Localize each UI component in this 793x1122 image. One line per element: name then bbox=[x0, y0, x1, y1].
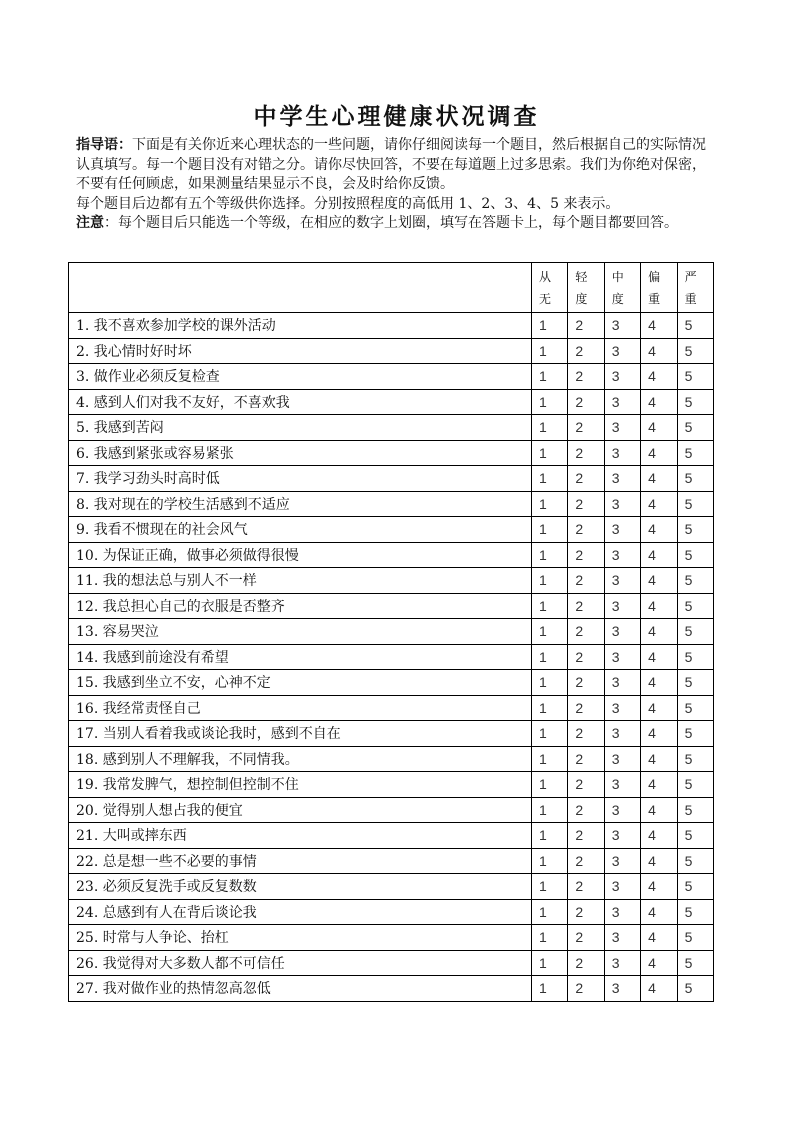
rating-option-2[interactable]: 2 bbox=[568, 542, 604, 568]
rating-option-1[interactable]: 1 bbox=[532, 644, 568, 670]
rating-option-1[interactable]: 1 bbox=[532, 542, 568, 568]
rating-option-4[interactable]: 4 bbox=[641, 313, 677, 339]
column-header-line2: 重 bbox=[684, 291, 697, 306]
rating-option-4[interactable]: 4 bbox=[641, 466, 677, 492]
column-header-line1: 偏 bbox=[648, 269, 661, 284]
rating-option-2[interactable]: 2 bbox=[568, 976, 604, 1002]
rating-option-3[interactable]: 3 bbox=[604, 797, 640, 823]
rating-option-1[interactable]: 1 bbox=[532, 517, 568, 543]
question-row bbox=[69, 491, 714, 517]
rating-option-2[interactable]: 2 bbox=[568, 619, 604, 645]
rating-option-2[interactable]: 2 bbox=[568, 823, 604, 849]
rating-option-4[interactable]: 4 bbox=[641, 593, 677, 619]
rating-option-3[interactable]: 3 bbox=[604, 440, 640, 466]
rating-option-2[interactable]: 2 bbox=[568, 772, 604, 798]
rating-option-1[interactable]: 1 bbox=[532, 976, 568, 1002]
rating-option-3[interactable]: 3 bbox=[604, 415, 640, 441]
rating-option-3[interactable]: 3 bbox=[604, 772, 640, 798]
rating-option-1[interactable]: 1 bbox=[532, 721, 568, 747]
question-text: 27. 我对做作业的热情忽高忽低 bbox=[69, 976, 532, 1002]
question-row bbox=[69, 593, 714, 619]
question-row bbox=[69, 772, 714, 798]
survey-table bbox=[68, 262, 714, 1002]
question-text: 16. 我经常责怪自己 bbox=[69, 695, 532, 721]
rating-option-3[interactable]: 3 bbox=[604, 568, 640, 594]
column-header bbox=[641, 263, 677, 313]
rating-option-2[interactable]: 2 bbox=[568, 848, 604, 874]
rating-option-5[interactable]: 5 bbox=[677, 848, 713, 874]
question-text: 12. 我总担心自己的衣服是否整齐 bbox=[69, 593, 532, 619]
rating-option-5[interactable]: 5 bbox=[677, 542, 713, 568]
rating-option-4[interactable]: 4 bbox=[641, 848, 677, 874]
rating-option-5[interactable]: 5 bbox=[677, 389, 713, 415]
rating-option-2[interactable]: 2 bbox=[568, 695, 604, 721]
rating-option-2[interactable]: 2 bbox=[568, 517, 604, 543]
question-row bbox=[69, 517, 714, 543]
question-text: 5. 我感到苦闷 bbox=[69, 415, 532, 441]
rating-option-5[interactable]: 5 bbox=[677, 491, 713, 517]
question-text: 22. 总是想一些不必要的事情 bbox=[69, 848, 532, 874]
column-header bbox=[532, 263, 568, 313]
rating-option-5[interactable]: 5 bbox=[677, 517, 713, 543]
rating-option-3[interactable]: 3 bbox=[604, 695, 640, 721]
rating-option-4[interactable]: 4 bbox=[641, 491, 677, 517]
rating-option-5[interactable]: 5 bbox=[677, 976, 713, 1002]
rating-option-2[interactable]: 2 bbox=[568, 389, 604, 415]
rating-option-2[interactable]: 2 bbox=[568, 644, 604, 670]
rating-option-4[interactable]: 4 bbox=[641, 976, 677, 1002]
rating-option-2[interactable]: 2 bbox=[568, 950, 604, 976]
question-text: 11. 我的想法总与别人不一样 bbox=[69, 568, 532, 594]
rating-option-1[interactable]: 1 bbox=[532, 746, 568, 772]
rating-option-5[interactable]: 5 bbox=[677, 695, 713, 721]
question-text: 26. 我觉得对大多数人都不可信任 bbox=[69, 950, 532, 976]
rating-option-4[interactable]: 4 bbox=[641, 746, 677, 772]
column-header-line1: 从 bbox=[539, 269, 552, 284]
rating-option-3[interactable]: 3 bbox=[604, 491, 640, 517]
question-row bbox=[69, 415, 714, 441]
rating-option-4[interactable]: 4 bbox=[641, 925, 677, 951]
rating-option-5[interactable]: 5 bbox=[677, 670, 713, 696]
rating-option-5[interactable]: 5 bbox=[677, 874, 713, 900]
rating-option-4[interactable]: 4 bbox=[641, 670, 677, 696]
rating-option-5[interactable]: 5 bbox=[677, 772, 713, 798]
rating-option-1[interactable]: 1 bbox=[532, 593, 568, 619]
rating-option-3[interactable]: 3 bbox=[604, 389, 640, 415]
rating-option-3[interactable]: 3 bbox=[604, 542, 640, 568]
question-text: 7. 我学习劲头时高时低 bbox=[69, 466, 532, 492]
question-text: 17. 当别人看着我或谈论我时，感到不自在 bbox=[69, 721, 532, 747]
note-text: ：每个题目后只能选一个等级，在相应的数字上划圈，填写在答题卡上，每个题目都要回答。 bbox=[104, 215, 678, 231]
rating-option-4[interactable]: 4 bbox=[641, 364, 677, 390]
rating-option-3[interactable]: 3 bbox=[604, 874, 640, 900]
rating-option-2[interactable]: 2 bbox=[568, 593, 604, 619]
rating-option-2[interactable]: 2 bbox=[568, 415, 604, 441]
rating-option-1[interactable]: 1 bbox=[532, 695, 568, 721]
rating-option-4[interactable]: 4 bbox=[641, 338, 677, 364]
rating-option-2[interactable]: 2 bbox=[568, 568, 604, 594]
column-header-line2: 重 bbox=[648, 291, 661, 306]
rating-option-5[interactable]: 5 bbox=[677, 364, 713, 390]
rating-option-3[interactable]: 3 bbox=[604, 721, 640, 747]
rating-option-2[interactable]: 2 bbox=[568, 364, 604, 390]
question-row bbox=[69, 542, 714, 568]
rating-option-1[interactable]: 1 bbox=[532, 440, 568, 466]
rating-option-4[interactable]: 4 bbox=[641, 950, 677, 976]
question-text: 24. 总感到有人在背后谈论我 bbox=[69, 899, 532, 925]
rating-option-2[interactable]: 2 bbox=[568, 466, 604, 492]
question-text: 8. 我对现在的学校生活感到不适应 bbox=[69, 491, 532, 517]
question-row bbox=[69, 466, 714, 492]
rating-option-5[interactable]: 5 bbox=[677, 746, 713, 772]
rating-option-5[interactable]: 5 bbox=[677, 644, 713, 670]
question-row bbox=[69, 440, 714, 466]
rating-option-2[interactable]: 2 bbox=[568, 338, 604, 364]
rating-option-5[interactable]: 5 bbox=[677, 338, 713, 364]
question-text: 9. 我看不惯现在的社会风气 bbox=[69, 517, 532, 543]
rating-option-5[interactable]: 5 bbox=[677, 823, 713, 849]
question-text: 25. 时常与人争论、抬杠 bbox=[69, 925, 532, 951]
rating-option-4[interactable]: 4 bbox=[641, 568, 677, 594]
question-text: 2. 我心情时好时坏 bbox=[69, 338, 532, 364]
page-title: 中学生心理健康状况调查 bbox=[253, 103, 540, 130]
rating-option-5[interactable]: 5 bbox=[677, 950, 713, 976]
question-row bbox=[69, 797, 714, 823]
question-text: 1. 我不喜欢参加学校的课外活动 bbox=[69, 313, 532, 339]
question-row bbox=[69, 670, 714, 696]
rating-option-1[interactable]: 1 bbox=[532, 619, 568, 645]
guide-paragraph bbox=[76, 136, 718, 195]
rating-option-1[interactable]: 1 bbox=[532, 925, 568, 951]
rating-option-2[interactable]: 2 bbox=[568, 313, 604, 339]
rating-option-3[interactable]: 3 bbox=[604, 899, 640, 925]
question-row bbox=[69, 925, 714, 951]
rating-option-4[interactable]: 4 bbox=[641, 415, 677, 441]
rating-option-4[interactable]: 4 bbox=[641, 440, 677, 466]
rating-option-1[interactable]: 1 bbox=[532, 466, 568, 492]
rating-option-3[interactable]: 3 bbox=[604, 593, 640, 619]
item-header-cell bbox=[69, 263, 532, 313]
question-text: 19. 我常发脾气，想控制但控制不住 bbox=[69, 772, 532, 798]
question-text: 10. 为保证正确，做事必须做得很慢 bbox=[69, 542, 532, 568]
question-row bbox=[69, 313, 714, 339]
question-row bbox=[69, 874, 714, 900]
rating-option-4[interactable]: 4 bbox=[641, 874, 677, 900]
rating-option-1[interactable]: 1 bbox=[532, 874, 568, 900]
guide-text: 下面是有关你近来心理状态的一些问题，请你仔细阅读每一个题目，然后根据自己的实际情况认真填写。每一个题目没有对错之分。请你尽快回答，不要在每道题上过多思索。我们为你绝对保密，不要有任何顾虑，如果测量结果显示不良，会及时给你反馈。 bbox=[76, 137, 706, 192]
question-text: 18. 感到别人不理解我，不同情我。 bbox=[69, 746, 532, 772]
question-row bbox=[69, 568, 714, 594]
rating-option-3[interactable]: 3 bbox=[604, 925, 640, 951]
question-row bbox=[69, 695, 714, 721]
rating-option-3[interactable]: 3 bbox=[604, 364, 640, 390]
rating-option-4[interactable]: 4 bbox=[641, 899, 677, 925]
rating-option-1[interactable]: 1 bbox=[532, 491, 568, 517]
rating-option-4[interactable]: 4 bbox=[641, 823, 677, 849]
rating-option-1[interactable]: 1 bbox=[532, 313, 568, 339]
rating-option-1[interactable]: 1 bbox=[532, 389, 568, 415]
rating-option-3[interactable]: 3 bbox=[604, 670, 640, 696]
rating-option-2[interactable]: 2 bbox=[568, 746, 604, 772]
rating-option-5[interactable]: 5 bbox=[677, 466, 713, 492]
rating-option-4[interactable]: 4 bbox=[641, 772, 677, 798]
column-header-line1: 中 bbox=[611, 269, 624, 284]
rating-option-5[interactable]: 5 bbox=[677, 313, 713, 339]
question-text: 23. 必须反复洗手或反复数数 bbox=[69, 874, 532, 900]
question-row bbox=[69, 721, 714, 747]
rating-option-1[interactable]: 1 bbox=[532, 364, 568, 390]
question-text: 13. 容易哭泣 bbox=[69, 619, 532, 645]
column-header-line2: 度 bbox=[575, 291, 588, 306]
rating-option-3[interactable]: 3 bbox=[604, 313, 640, 339]
rating-option-5[interactable]: 5 bbox=[677, 797, 713, 823]
rating-option-3[interactable]: 3 bbox=[604, 746, 640, 772]
rating-option-5[interactable]: 5 bbox=[677, 899, 713, 925]
rating-option-2[interactable]: 2 bbox=[568, 874, 604, 900]
rating-option-5[interactable]: 5 bbox=[677, 568, 713, 594]
question-row bbox=[69, 746, 714, 772]
rating-option-2[interactable]: 2 bbox=[568, 721, 604, 747]
header-row bbox=[69, 263, 714, 313]
question-text: 20. 觉得别人想占我的便宜 bbox=[69, 797, 532, 823]
column-header-line2: 度 bbox=[611, 291, 624, 306]
rating-option-1[interactable]: 1 bbox=[532, 772, 568, 798]
instructions bbox=[76, 136, 718, 234]
scale-paragraph: 每个题目后边都有五个等级供你选择。分别按照程度的高低用 1、2、3、4、5 来表示。 bbox=[76, 195, 620, 212]
rating-option-1[interactable]: 1 bbox=[532, 338, 568, 364]
rating-option-5[interactable]: 5 bbox=[677, 925, 713, 951]
question-text: 15. 我感到坐立不安，心神不定 bbox=[69, 670, 532, 696]
question-text: 3. 做作业必须反复检查 bbox=[69, 364, 532, 390]
rating-option-4[interactable]: 4 bbox=[641, 644, 677, 670]
rating-option-5[interactable]: 5 bbox=[677, 415, 713, 441]
question-row bbox=[69, 823, 714, 849]
rating-option-1[interactable]: 1 bbox=[532, 797, 568, 823]
rating-option-2[interactable]: 2 bbox=[568, 670, 604, 696]
rating-option-1[interactable]: 1 bbox=[532, 415, 568, 441]
rating-option-3[interactable]: 3 bbox=[604, 950, 640, 976]
question-text: 4. 感到人们对我不友好，不喜欢我 bbox=[69, 389, 532, 415]
rating-option-5[interactable]: 5 bbox=[677, 721, 713, 747]
question-text: 21. 大叫或摔东西 bbox=[69, 823, 532, 849]
rating-option-4[interactable]: 4 bbox=[641, 517, 677, 543]
column-header-line1: 严 bbox=[684, 269, 697, 284]
rating-option-3[interactable]: 3 bbox=[604, 338, 640, 364]
rating-option-4[interactable]: 4 bbox=[641, 721, 677, 747]
question-row bbox=[69, 976, 714, 1002]
rating-option-3[interactable]: 3 bbox=[604, 517, 640, 543]
rating-option-1[interactable]: 1 bbox=[532, 670, 568, 696]
column-header-line2: 无 bbox=[539, 291, 552, 306]
rating-option-3[interactable]: 3 bbox=[604, 848, 640, 874]
rating-option-1[interactable]: 1 bbox=[532, 848, 568, 874]
rating-option-2[interactable]: 2 bbox=[568, 797, 604, 823]
rating-option-5[interactable]: 5 bbox=[677, 619, 713, 645]
question-row bbox=[69, 848, 714, 874]
rating-option-2[interactable]: 2 bbox=[568, 899, 604, 925]
column-header bbox=[604, 263, 640, 313]
question-text: 6. 我感到紧张或容易紧张 bbox=[69, 440, 532, 466]
question-row bbox=[69, 644, 714, 670]
rating-option-3[interactable]: 3 bbox=[604, 619, 640, 645]
rating-option-3[interactable]: 3 bbox=[604, 466, 640, 492]
rating-option-1[interactable]: 1 bbox=[532, 950, 568, 976]
note-paragraph bbox=[76, 214, 718, 234]
rating-option-5[interactable]: 5 bbox=[677, 440, 713, 466]
rating-option-3[interactable]: 3 bbox=[604, 644, 640, 670]
question-row bbox=[69, 899, 714, 925]
rating-option-3[interactable]: 3 bbox=[604, 976, 640, 1002]
rating-option-1[interactable]: 1 bbox=[532, 568, 568, 594]
rating-option-4[interactable]: 4 bbox=[641, 389, 677, 415]
rating-option-3[interactable]: 3 bbox=[604, 823, 640, 849]
rating-option-4[interactable]: 4 bbox=[641, 695, 677, 721]
question-row bbox=[69, 364, 714, 390]
column-header-line1: 轻 bbox=[575, 269, 588, 284]
rating-option-4[interactable]: 4 bbox=[641, 619, 677, 645]
question-row bbox=[69, 389, 714, 415]
rating-option-2[interactable]: 2 bbox=[568, 925, 604, 951]
question-text: 14. 我感到前途没有希望 bbox=[69, 644, 532, 670]
note-label: 注意 bbox=[76, 215, 104, 231]
question-row bbox=[69, 338, 714, 364]
rating-option-1[interactable]: 1 bbox=[532, 899, 568, 925]
question-row bbox=[69, 619, 714, 645]
rating-option-2[interactable]: 2 bbox=[568, 491, 604, 517]
column-header bbox=[677, 263, 713, 313]
column-header bbox=[568, 263, 604, 313]
rating-option-1[interactable]: 1 bbox=[532, 823, 568, 849]
rating-option-2[interactable]: 2 bbox=[568, 440, 604, 466]
survey-body bbox=[69, 313, 714, 1002]
guide-label: 指导语： bbox=[76, 137, 132, 153]
question-row bbox=[69, 950, 714, 976]
rating-option-4[interactable]: 4 bbox=[641, 797, 677, 823]
rating-option-4[interactable]: 4 bbox=[641, 542, 677, 568]
rating-option-5[interactable]: 5 bbox=[677, 593, 713, 619]
